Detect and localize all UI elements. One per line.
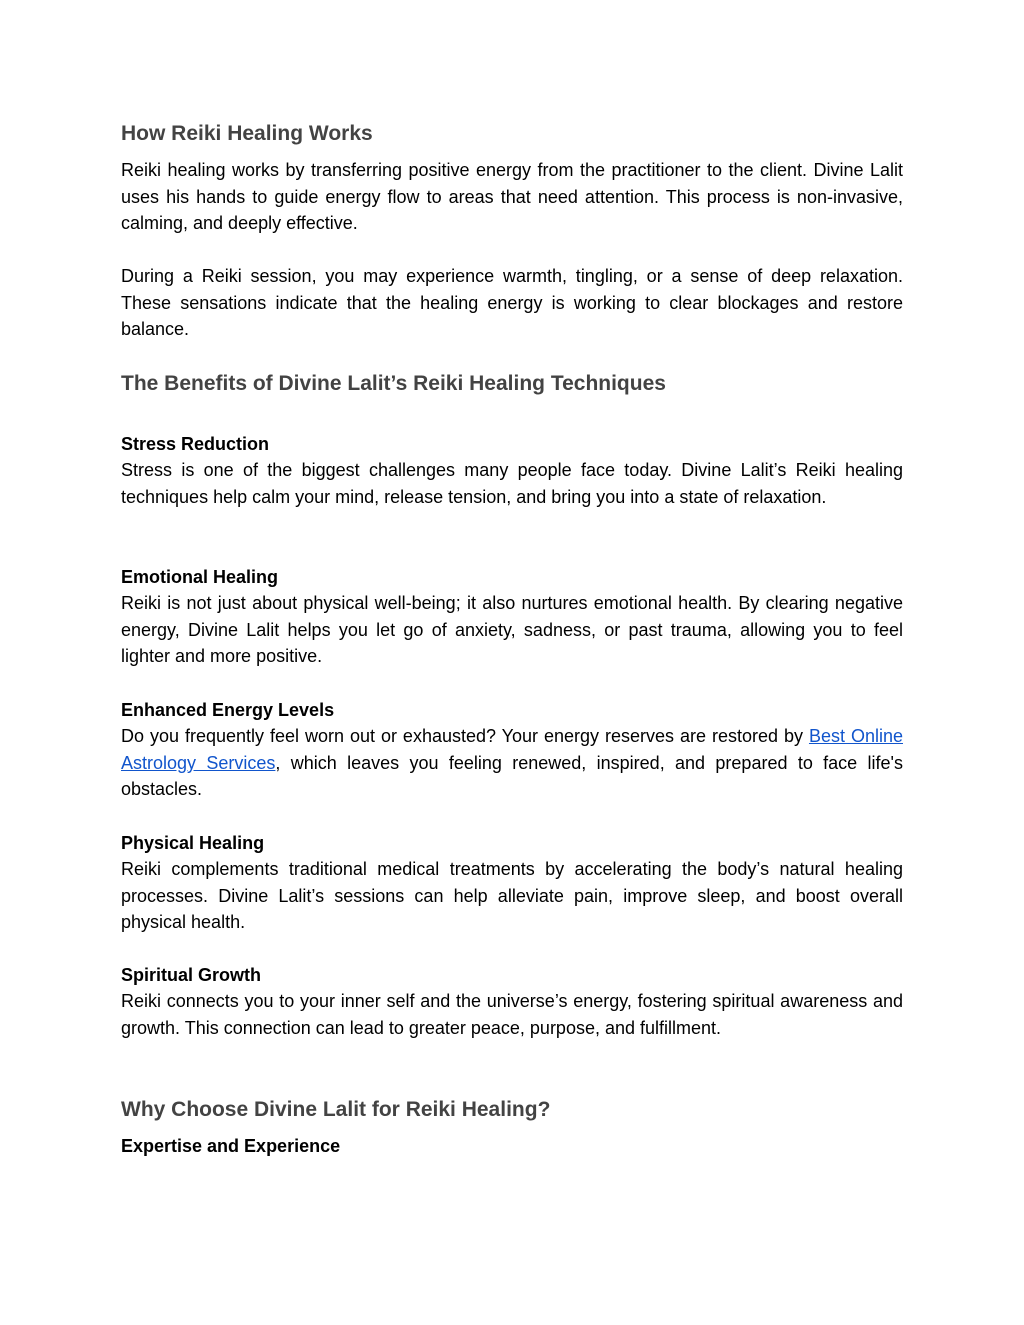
paragraph: During a Reiki session, you may experience warmth, tingling, or a sense of deep relaxation. These sensations indicate that the healing energy is working to clear blockages and restore balance. <box>121 266 903 339</box>
item-title-enhanced-energy: Enhanced Energy Levels <box>121 700 335 720</box>
item-text-after-link: , which leaves you feeling renewed, inspired, and prepared to face life's obstacles. <box>121 752 903 799</box>
item-title-stress-reduction: Stress Reduction <box>121 434 270 454</box>
item-text-enhanced-energy <box>121 723 903 803</box>
item-title-physical-healing: Physical Healing <box>121 833 265 853</box>
paragraph: Reiki healing works by transferring positive energy from the practitioner to the client. Divine Lalit uses his hands to guide energy flow to areas that need attention. This process is non-invasive, calming, and deeply effective. <box>121 160 903 233</box>
item-text-physical-healing: Reiki complements traditional medical treatments by accelerating the body’s natural healing processes. Divine Lalit’s sessions can help alleviate pain, improve sleep, and boost overall physical health. <box>121 859 903 932</box>
item-text-emotional-healing: Reiki is not just about physical well-being; it also nurtures emotional health. By clearing negative energy, Divine Lalit helps you let go of anxiety, sadness, or past trauma, allowing you to feel lighter and more positive. <box>121 593 903 666</box>
item-text-stress-reduction: Stress is one of the biggest challenges many people face today. Divine Lalit’s Reiki healing techniques help calm your mind, release tension, and bring you into a state of relaxation. <box>121 460 903 507</box>
item-title-spiritual-growth: Spiritual Growth <box>121 965 262 985</box>
section-heading-why-choose: Why Choose Divine Lalit for Reiki Healing? <box>121 1098 551 1121</box>
section-heading-how-reiki-works: How Reiki Healing Works <box>121 122 373 145</box>
item-text-spiritual-growth: Reiki connects you to your inner self and the universe’s energy, fostering spiritual awareness and growth. This connection can lead to greater peace, purpose, and fulfillment. <box>121 991 903 1038</box>
best-online-astrology-services-link[interactable]: Best Online Astrology Services <box>121 726 903 773</box>
item-title-emotional-healing: Emotional Healing <box>121 567 279 587</box>
section-heading-benefits: The Benefits of Divine Lalit’s Reiki Healing Techniques <box>121 372 666 395</box>
item-text-before-link: Do you frequently feel worn out or exhausted? Your energy reserves are restored by <box>121 726 809 746</box>
subheading-expertise: Expertise and Experience <box>121 1136 341 1156</box>
